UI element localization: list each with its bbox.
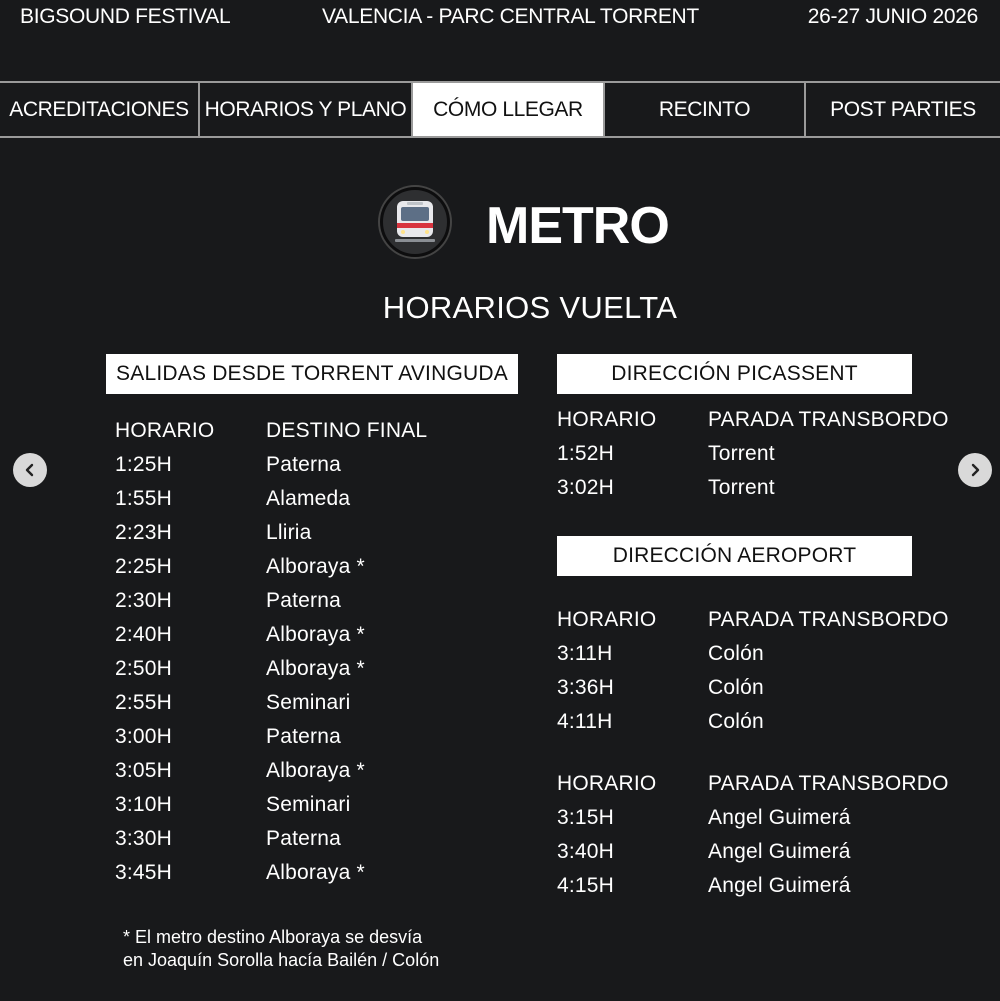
destination: Lliria [266,521,312,544]
departure-time: 1:52H [557,442,615,465]
table-row [115,584,427,618]
aeroport-schedule-table-guimera [557,767,949,903]
transfer-stop: Angel Guimerá [708,806,851,829]
picassent-label: DIRECCIÓN PICASSENT [557,354,912,394]
departure-time: 4:11H [557,710,613,733]
column-header-horario: HORARIO [557,408,657,431]
column-header-parada: PARADA TRANSBORDO [708,772,949,795]
destination: Alboraya * [266,861,365,884]
destination: Paterna [266,453,341,476]
torrent-label: SALIDAS DESDE TORRENT AVINGUDA [106,354,518,394]
departure-time: 2:25H [115,555,173,578]
column-header-parada: PARADA TRANSBORDO [708,608,949,631]
departure-time: 3:15H [557,806,615,829]
section-subtitle: HORARIOS VUELTA [382,290,678,325]
carousel-next-button[interactable] [958,453,992,487]
departure-time: 3:11H [557,642,613,665]
column-header-horario: HORARIO [557,608,657,631]
tab-como-llegar[interactable]: CÓMO LLEGAR [413,83,605,136]
festival-dates: 26-27 JUNIO 2026 [807,5,978,28]
column-header-horario: HORARIO [557,772,657,795]
table-row [115,788,427,822]
table-row [115,482,427,516]
table-row [115,754,427,788]
transfer-stop: Angel Guimerá [708,840,851,863]
main-nav [0,81,1000,138]
destination: Alboraya * [266,759,365,782]
departure-time: 3:00H [115,725,173,748]
table-row [115,822,427,856]
aeroport-label: DIRECCIÓN AEROPORT [557,536,912,576]
departure-time: 1:55H [115,487,173,510]
transfer-stop: Colón [708,710,764,733]
table-row [115,720,427,754]
tab-horarios-y-plano[interactable]: HORARIOS Y PLANO [200,83,413,136]
departure-time: 3:05H [115,759,173,782]
destination: Seminari [266,793,351,816]
table-row [557,705,949,739]
top-bar [0,0,1000,34]
table-row [115,550,427,584]
table-row [557,671,949,705]
departure-time: 3:45H [115,861,173,884]
departure-time: 3:30H [115,827,173,850]
destination: Seminari [266,691,351,714]
picassent-schedule-table [557,403,949,505]
table-header-row [557,767,949,801]
transfer-stop: Torrent [708,442,775,465]
table-row [115,652,427,686]
destination: Paterna [266,827,341,850]
chevron-left-icon [22,462,38,478]
departure-time: 2:40H [115,623,173,646]
departure-time: 2:23H [115,521,173,544]
table-header-row [557,403,949,437]
tab-post-parties[interactable]: POST PARTIES [830,97,976,121]
table-row [115,448,427,482]
alboraya-footnote [123,926,439,972]
destination: Alboraya * [266,623,365,646]
metro-train-icon [380,187,450,257]
departure-time: 2:30H [115,589,173,612]
table-row [115,516,427,550]
festival-name: BIGSOUND FESTIVAL [20,5,231,28]
destination: Alameda [266,487,351,510]
table-row [115,618,427,652]
table-row [115,686,427,720]
table-row [557,437,949,471]
table-row [557,869,949,903]
table-header-row [557,603,949,637]
transfer-stop: Colón [708,642,764,665]
table-row [557,835,949,869]
table-header-row [115,414,427,448]
torrent-schedule-table [115,414,427,890]
festival-location: VALENCIA - PARC CENTRAL TORRENT [322,5,699,28]
departure-time: 2:55H [115,691,173,714]
footnote-line: en Joaquín Sorolla hacía Bailén / Colón [123,950,440,970]
departure-time: 3:02H [557,476,615,499]
departure-time: 3:10H [115,793,173,816]
footnote-line: * El metro destino Alboraya se desvía [123,927,423,947]
column-header-destino: DESTINO FINAL [266,419,428,442]
departure-time: 3:40H [557,840,615,863]
transfer-stop: Torrent [708,476,775,499]
chevron-right-icon [967,462,983,478]
departure-time: 4:15H [557,874,615,897]
column-header-parada: PARADA TRANSBORDO [708,408,949,431]
destination: Paterna [266,589,341,612]
table-row [557,637,949,671]
column-header-horario: HORARIO [115,419,215,442]
table-row [557,801,949,835]
departure-time: 3:36H [557,676,615,699]
destination: Alboraya * [266,555,365,578]
destination: Paterna [266,725,341,748]
carousel-prev-button[interactable] [13,453,47,487]
transfer-stop: Angel Guimerá [708,874,851,897]
tab-recinto[interactable]: RECINTO [605,83,806,136]
aeroport-schedule-table-colon [557,603,949,739]
tab-acreditaciones[interactable]: ACREDITACIONES [0,83,200,136]
section-title: METRO [486,197,669,255]
table-row [115,856,427,890]
table-row [557,471,949,505]
departure-time: 1:25H [115,453,173,476]
destination: Alboraya * [266,657,365,680]
transfer-stop: Colón [708,676,764,699]
departure-time: 2:50H [115,657,173,680]
